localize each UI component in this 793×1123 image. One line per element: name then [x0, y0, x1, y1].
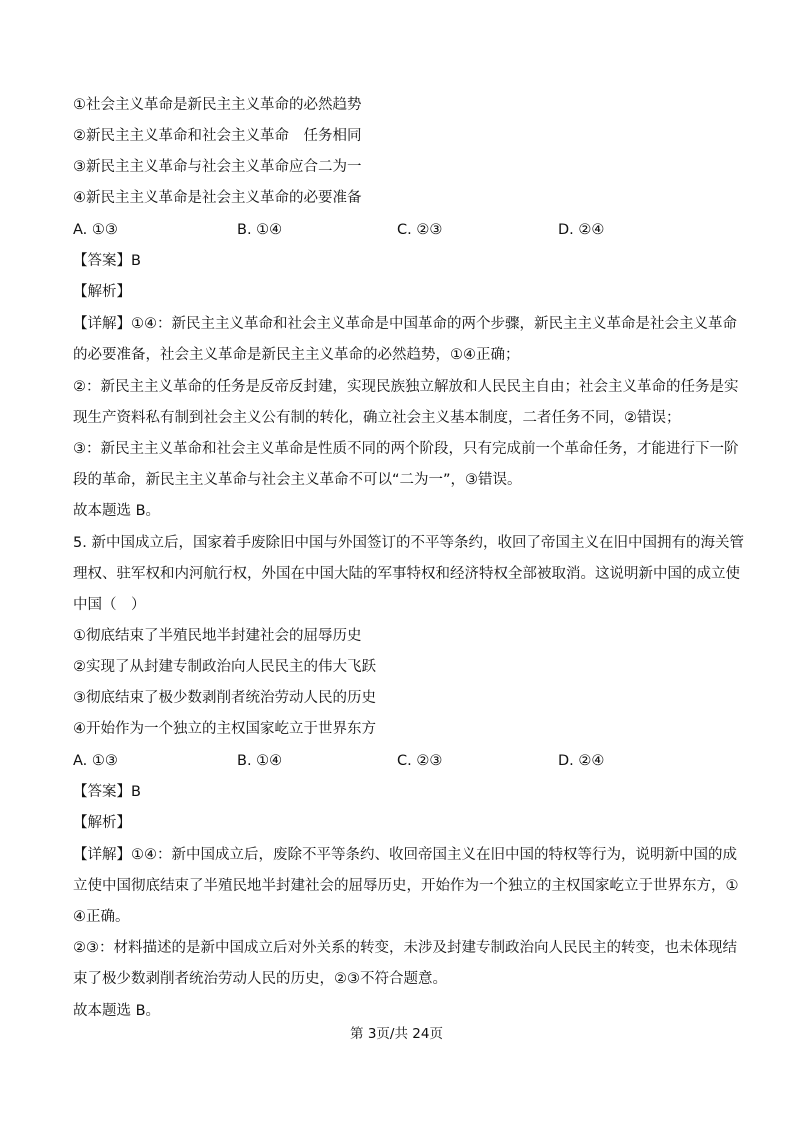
q5-stem-line-2: 理权、驻军权和内河航行权，外国在中国大陆的军事特权和经济特权全部被取消。这说明新中国的成立使: [73, 566, 740, 582]
q4-option-a: A. ①③: [73, 222, 118, 238]
q5-statement-2: ②实现了从封建专制政治向人民民主的伟大飞跃: [73, 659, 376, 675]
q4-option-c: C. ②③: [397, 222, 443, 238]
q4-explain-line-3: ②：新民主主义革命的任务是反帝反封建，实现民族独立解放和人民民主自由；社会主义革命的任务是实: [73, 379, 739, 395]
q5-conclusion: 故本题选 B。: [73, 1003, 161, 1019]
q5-statement-4: ④开始作为一个独立的主权国家屹立于世界东方: [73, 721, 376, 737]
q4-explain-line-5: ③：新民主主义革命和社会主义革命是性质不同的两个阶段，只有完成前一个革命任务，才能进行下一阶: [73, 441, 739, 457]
q4-options: [73, 220, 713, 240]
q5-stem-line-1: 5. 新中国成立后，国家着手废除旧中国与外国签订的不平等条约，收回了帝国主义在旧中国拥有的海关管: [73, 535, 744, 551]
q4-statement-1: ①社会主义革命是新民主主义革命的必然趋势: [73, 97, 362, 113]
q5-options: [73, 751, 713, 771]
q5-option-c: C. ②③: [397, 753, 443, 769]
answer-value: B: [131, 253, 141, 269]
q5-answer: [73, 782, 141, 802]
q4-statement-3: ③新民主主义革命与社会主义革命应合二为一: [73, 159, 362, 175]
q5-statement-1: ①彻底结束了半殖民地半封建社会的屈辱历史: [73, 628, 362, 644]
q4-option-b: B. ①④: [237, 222, 283, 238]
q4-explain-line-4: 现生产资料私有制到社会主义公有制的转化，确立社会主义基本制度，二者任务不同，②错误；: [73, 410, 681, 426]
q4-option-d: D. ②④: [558, 222, 605, 238]
q5-explain-line-5: 束了极少数剥削者统治劳动人民的历史，②③不符合题意。: [73, 971, 447, 987]
q5-explain-line-2: 立使中国彻底结束了半殖民地半封建社会的屈辱历史，开始作为一个独立的主权国家屹立于世界东方，①: [73, 878, 739, 894]
q5-option-d: D. ②④: [558, 753, 605, 769]
q4-statement-4: ④新民主主义革命是社会主义革命的必要准备: [73, 190, 362, 206]
q4-statement-2: ②新民主主义革命和社会主义革命 任务相同: [73, 128, 362, 144]
q4-conclusion: 故本题选 B。: [73, 503, 161, 519]
q4-explain-line-6: 段的革命，新民主主义革命与社会主义革命不可以“二为一”，③错误。: [73, 472, 522, 488]
page-number-footer: 第 3页/共 24页: [350, 1026, 443, 1042]
answer-value: B: [131, 784, 141, 800]
q4-explain-line-1: 【详解】①④：新民主主义革命和社会主义革命是中国革命的两个步骤，新民主主义革命是社会主义革命: [73, 316, 737, 332]
q5-explain-line-1: 【详解】①④：新中国成立后，废除不平等条约、收回帝国主义在旧中国的特权等行为，说明新中国的成: [73, 847, 737, 863]
q5-explain-line-3: ④正确。: [73, 909, 130, 925]
q4-explain-line-2: 的必要准备，社会主义革命是新民主主义革命的必然趋势，①④正确；: [73, 347, 520, 363]
q5-analysis-tag: 【解析】: [73, 815, 131, 831]
q4-answer: [73, 251, 141, 271]
answer-tag: 【答案】: [73, 784, 131, 800]
q5-statement-3: ③彻底结束了极少数剥削者统治劳动人民的历史: [73, 690, 376, 706]
q4-analysis-tag: 【解析】: [73, 284, 131, 300]
q5-stem-line-3: 中国（ ）: [73, 597, 146, 613]
answer-tag: 【答案】: [73, 253, 131, 269]
q5-option-a: A. ①③: [73, 753, 118, 769]
q5-explain-line-4: ②③：材料描述的是新中国成立后对外关系的转变，未涉及封建专制政治向人民民主的转变，也未体现结: [73, 940, 737, 956]
q5-option-b: B. ①④: [237, 753, 283, 769]
